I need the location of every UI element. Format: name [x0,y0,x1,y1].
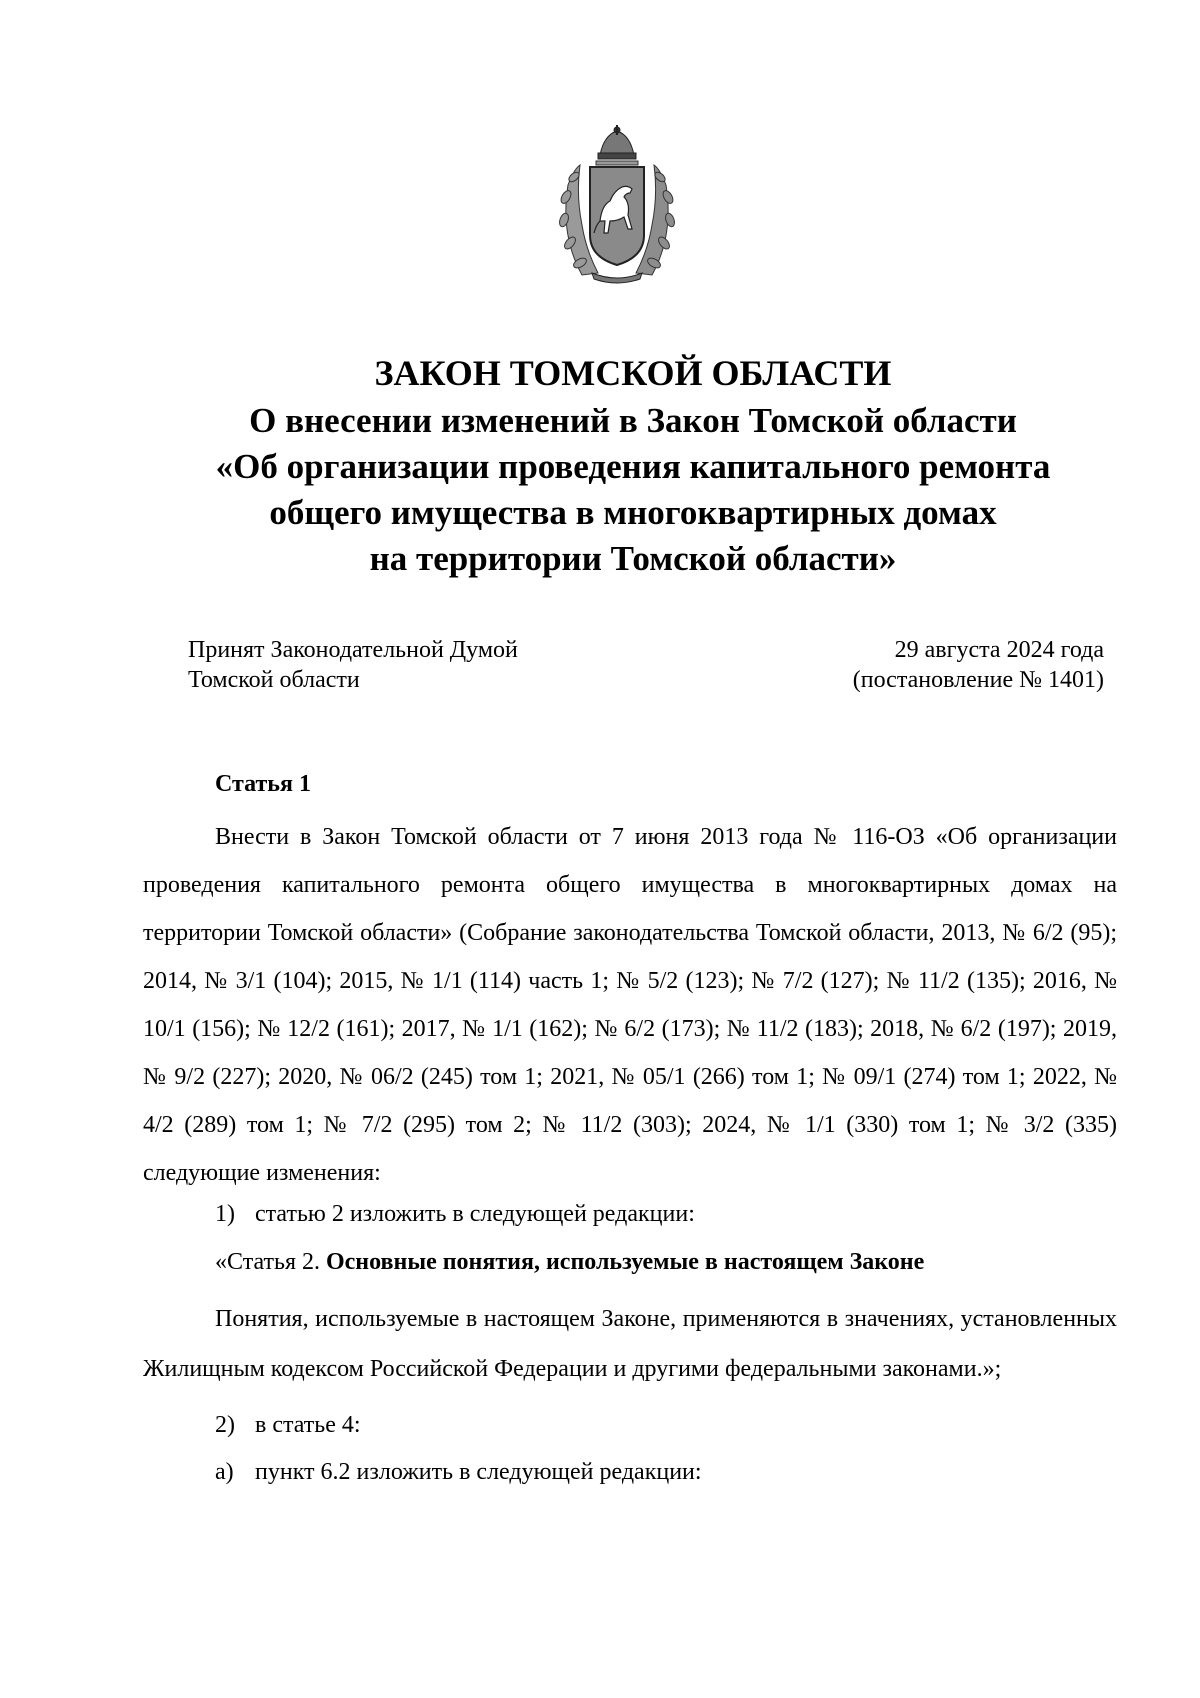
list-item [215,1409,1117,1441]
article-body [143,768,1117,1488]
sub-list-item [215,1456,1117,1488]
quoted-article-title: Основные понятия, используемые в настоящем Законе [325,1249,925,1275]
list-item-text: в статье 4: [255,1412,361,1438]
article-intro-paragraph: Внести в Закон Томской области от 7 июня 2013 года № 116-ОЗ «Об организации проведения капитального ремонта общего имущества в многоквартирных домах на территории Томской области» (Собрание законодательства Томской области, 2013, № 6/2 (95); 2014, № 3/1 (104); 2015, № 1/1 (114) часть 1; № 5/2 (123); № 7/2 (127); № 11/2 (135); 2016, № 10/1 (156); № 12/2 (161); 2017, № 1/1 (162); № 6/2 (173); № 11/2 (183); 2018, № 6/2 (197); 2019, № 9/2 (227); 2020, № 06/2 (245) том 1; 2021, № 05/1 (266) том 1; № 09/1 (274) том 1; 2022, № 4/2 (289) том 1; № 7/2 (295) том 2; № 11/2 (303); 2024, № 1/1 (330) том 1; № 3/2 (335) следующие изменения: [143,824,1117,1186]
resolution-number: (постановление № 1401) [852,667,1104,693]
adoption-date [853,635,1104,695]
quoted-article-text: Понятия, используемые в настоящем Законе, применяются в значениях, установленных Жилищным кодексом Российской Федерации и другими федеральными законами.»; [143,1306,1117,1382]
list-item-number: 2) [215,1412,235,1438]
quoted-article-heading [215,1246,1117,1278]
sub-list-item-letter: а) [215,1459,234,1485]
title-line-2: «Об организации проведения капитального ремонта [215,447,1051,486]
sub-list-item-text: пункт 6.2 изложить в следующей редакции: [255,1459,702,1485]
list-item-text: статью 2 изложить в следующей редакции: [255,1201,695,1227]
law-type-heading: ЗАКОН ТОМСКОЙ ОБЛАСТИ [374,353,892,393]
adoption-date-line: 29 августа 2024 года [894,637,1104,663]
quoted-article-number: «Статья 2. [215,1249,320,1275]
list-item-number: 1) [215,1201,235,1227]
article-heading: Статья 1 [215,771,311,797]
title-line-3: общего имущества в многоквартирных домах [269,493,997,532]
adoption-body [188,635,518,695]
adoption-body-line-1: Принят Законодательной Думой [188,637,518,663]
title-line-4: на территории Томской области» [369,539,897,578]
adoption-body-line-2: Томской области [188,667,360,693]
list-item [215,1198,1117,1230]
document-title [100,350,1166,582]
tomsk-oblast-coat-of-arms-icon [552,125,682,285]
title-line-1: О внесении изменений в Закон Томской области [249,401,1017,440]
